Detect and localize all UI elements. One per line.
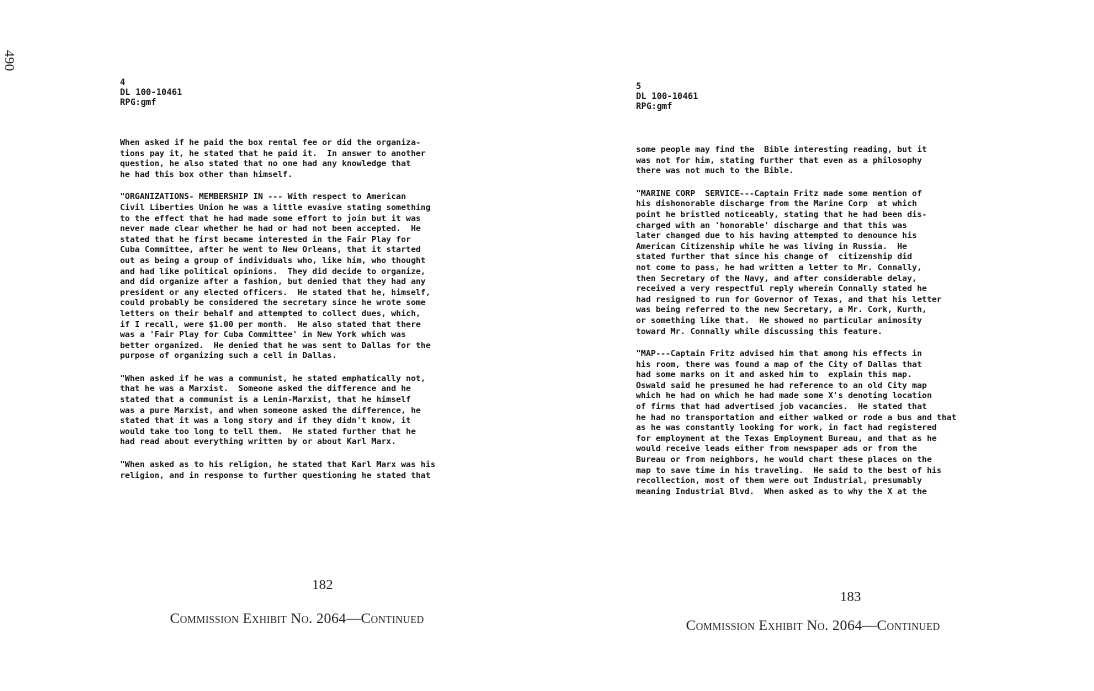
left-page-index: 4 [120,78,126,88]
right-paragraph-2: "MARINE CORP SERVICE---Captain Fritz made some mention of his dishonorable discharge from the Marine Corp at which point he bristled noticeably, stating that he had been dis- charged with an 'honorable' discharge and that this was later changed due to his having attempted to denounce his American Citizenship while he was living in Russia. He stated further that since his change of citizenship did not come to pass, he had written a letter to Mr. Connally, then Secretary of the Navy, and after considerable delay, received a very respectful reply wherein Connally stated he had resigned to run for Governor of Texas, and that his letter was being referred to the new Secretary, a Mr. Cork, Kurth, or something like that. He showed no particular animosity toward Mr. Connally while discussing this feature. [636,187,942,336]
right-page-body [636,144,986,508]
right-page-header [636,82,698,112]
right-exhibit-caption: Commission Exhibit No. 2064—Continued [686,618,941,634]
left-paragraph-1: When asked if he paid the box rental fee or did the organiza- tions pay it, he stated that he paid it. In answer to another question, he also stated that no one had any knowledge that he had this box other than himself. [120,137,426,179]
right-page-number: 183 [840,590,861,605]
right-initials: RPG:gmf [636,102,673,112]
left-page-number: 182 [312,578,333,593]
left-page-body [120,137,492,492]
left-paragraph-2: "ORGANIZATIONS- MEMBERSHIP IN --- With respect to American Civil Liberties Union he was a little evasive stating something to the effect that he had made some effort to join but it was never made clear whether he had or had not been accepted. He stated that he first became interested in the Fair Play for Cuba Committee, after he went to New Orleans, that it started out as being a group of individuals who, like him, who thought and had like political opinions. They did decide to organize, and did organize after a fashion, but denied that they had any president or any elected officers. He stated that he, himself, could probably be considered the secretary since he wrote some letters on their behalf and attempted to collect dues, which, if I recall, were $1.00 per month. He also stated that there was a 'Fair Play for Cuba Committee' in New York which was better organized. He denied that he was sent to Dallas for the purpose of organizing such a cell in Dallas. [120,191,431,361]
margin-page-number: 490 [1,50,16,71]
right-file-number: DL 100-10461 [636,92,699,102]
left-page-header [120,78,182,108]
right-paragraph-3: "MAP---Captain Fritz advised him that among his effects in his room, there was found a map of the City of Dallas that had some marks on it and asked him to explain this map. Oswald said he presumed he had reference to an old City map which he had on which he had made some X's denoting location of firms that had advertised job vacancies. He stated that he had no transportation and either walked or rode a bus and that as he was constantly looking for work, in fact had registered for employment at the Texas Employment Bureau, and that as he would receive leads either from newspaper ads or from the Bureau or from neighbors, he would chart these places on the map to save time in his traveling. He said to the best of his recollection, most of them were out Industrial, presumably meaning Industrial Blvd. When asked as to why the X at the [636,348,957,496]
left-initials: RPG:gmf [120,98,157,108]
left-exhibit-caption: Commission Exhibit No. 2064—Continued [170,611,425,627]
right-page-index: 5 [636,82,642,92]
left-paragraph-4: "When asked as to his religion, he stated that Karl Marx was his religion, and in response to further questioning he stated that [120,459,436,480]
left-file-number: DL 100-10461 [120,88,183,98]
right-paragraph-1: some people may find the Bible interesting reading, but it was not for him, stating further that even as a philosophy there was not much to the Bible. [636,144,927,176]
left-paragraph-3: "When asked if he was a communist, he stated emphatically not, that he was a Marxist. Someone asked the difference and he stated that a communist is a Lenin-Marxist, that he himself was a pure Marxist, and when someone asked the difference, he stated that it was a long story and if they didn't know, it would take too long to tell them. He stated further that he had read about everything written by or about Karl Marx. [120,372,426,447]
